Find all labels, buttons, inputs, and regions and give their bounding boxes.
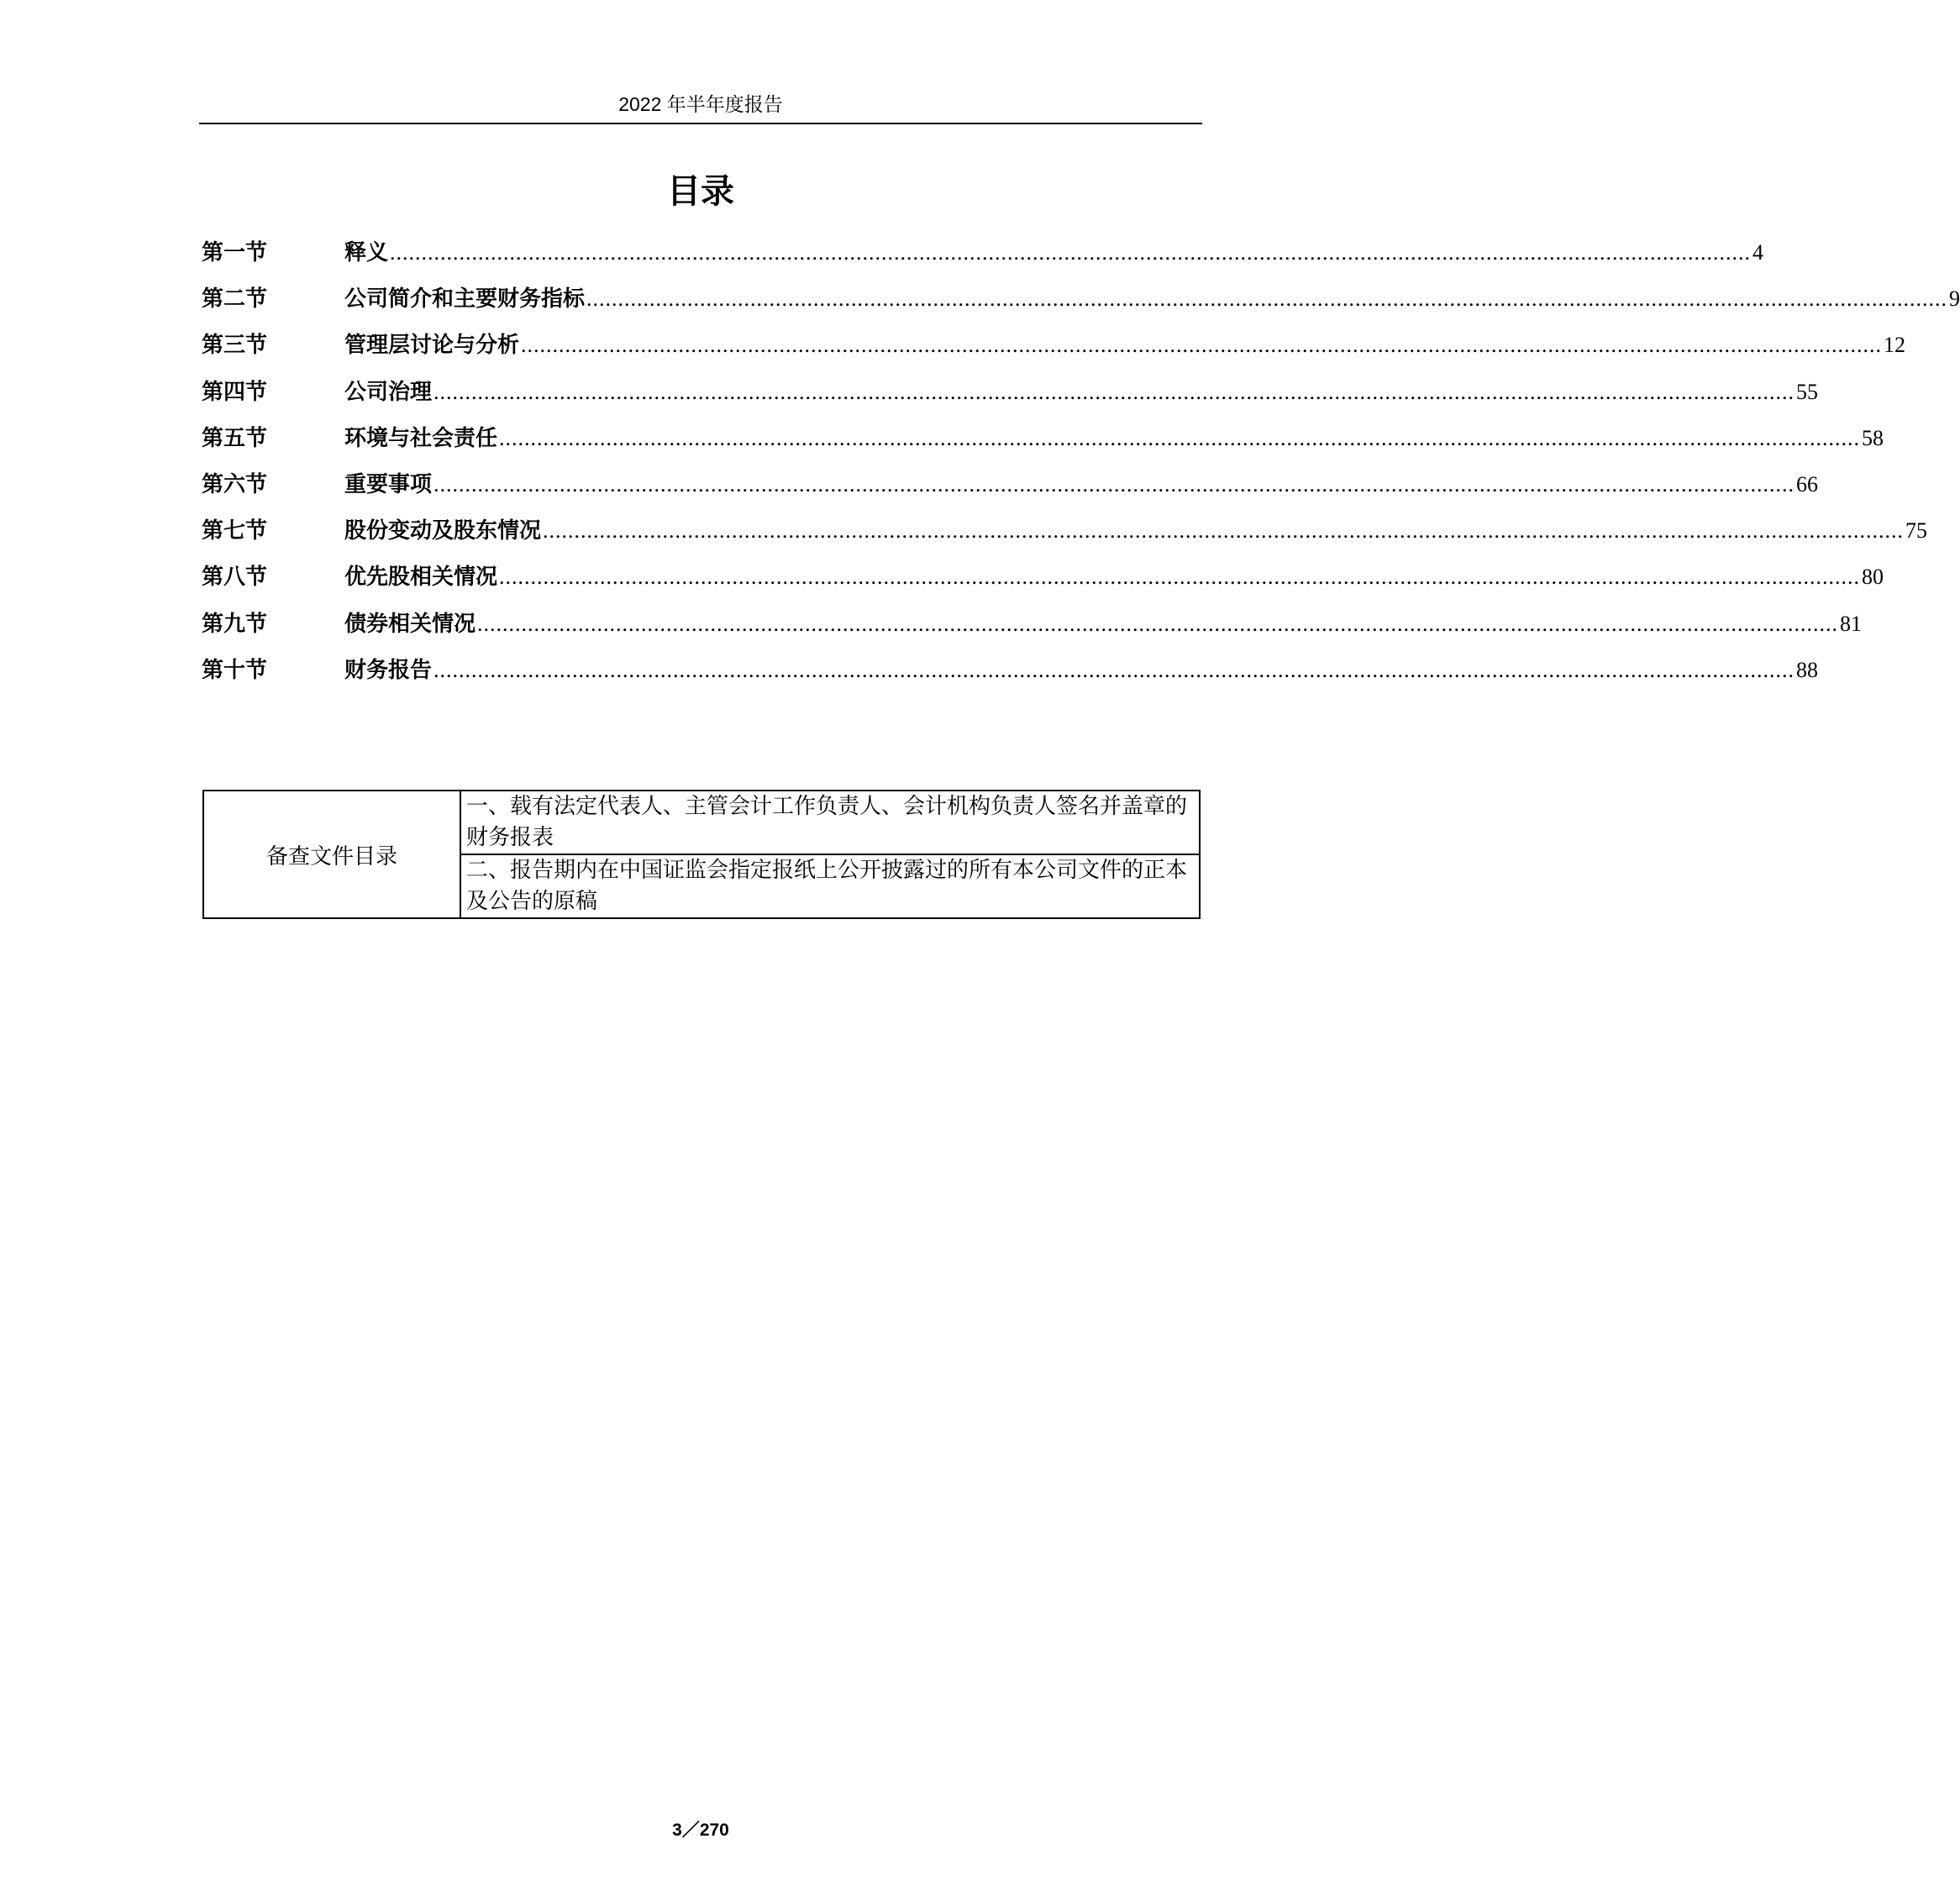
reference-document-item: 一、载有法定代表人、主管会计工作负责人、会计机构负责人签名并盖章的财务报表	[460, 791, 1200, 854]
toc-dot-leader: ........................................................................................................................................................................................................................	[543, 518, 1905, 544]
toc-page-number: 55	[1796, 379, 1819, 404]
reference-documents-label: 备查文件目录	[203, 791, 460, 918]
toc-page-number: 12	[1884, 333, 1906, 358]
reference-documents-table	[202, 790, 1201, 919]
page-title: 目录	[667, 172, 734, 211]
header-rule	[199, 123, 1202, 124]
toc-entry[interactable]	[202, 235, 1764, 281]
toc-section-title: 财务报告	[344, 657, 433, 683]
page-number: 3／270	[672, 1820, 729, 1840]
toc-section-title: 环境与社会责任	[344, 425, 498, 451]
page-header: 2022 年半年度报告	[618, 93, 783, 115]
toc-dot-leader: ........................................................................................................................................................................................................................	[434, 657, 1795, 682]
toc-page-number: 75	[1905, 518, 1928, 544]
toc-section-number: 第一节	[202, 240, 268, 265]
toc-dot-leader: ........................................................................................................................................................................................................................	[434, 379, 1795, 404]
toc-page-number: 9	[1949, 286, 1960, 312]
toc-section-number: 第九节	[202, 611, 268, 637]
toc-section-number: 第二节	[202, 286, 268, 313]
toc-dot-leader: ........................................................................................................................................................................................................................	[434, 471, 1795, 496]
toc-section-title: 公司简介和主要财务指标	[344, 286, 586, 313]
toc-page-number: 81	[1840, 611, 1863, 636]
toc-dot-leader: ........................................................................................................................................................................................................................	[586, 286, 1948, 312]
toc-entry[interactable]	[202, 467, 1819, 513]
toc-page-number: 66	[1796, 471, 1819, 496]
toc-section-number: 第十节	[202, 657, 268, 683]
toc-entry[interactable]	[202, 559, 1884, 606]
toc-entry[interactable]	[202, 421, 1884, 467]
toc-section-title: 释义	[344, 240, 389, 265]
toc-section-title: 债券相关情况	[344, 611, 476, 637]
toc-page-number: 4	[1752, 240, 1764, 265]
toc-section-number: 第四节	[202, 379, 268, 405]
toc-entry[interactable]	[202, 281, 1960, 328]
toc-section-title: 重要事项	[344, 471, 433, 497]
toc-dot-leader: ........................................................................................................................................................................................................................	[477, 611, 1839, 636]
toc-section-title: 管理层讨论与分析	[344, 333, 520, 359]
toc-section-title: 公司治理	[344, 379, 433, 405]
toc-dot-leader: ........................................................................................................................................................................................................................	[499, 565, 1861, 590]
table-row	[203, 791, 1200, 854]
toc-section-number: 第五节	[202, 425, 268, 451]
toc-dot-leader: ........................................................................................................................................................................................................................	[499, 425, 1861, 450]
toc-section-title: 股份变动及股东情况	[344, 518, 542, 544]
toc-section-number: 第八节	[202, 565, 268, 591]
toc-section-number: 第三节	[202, 333, 268, 359]
toc-section-number: 第六节	[202, 471, 268, 497]
toc-entry[interactable]	[202, 375, 1819, 421]
table-of-contents	[202, 235, 1960, 699]
toc-page-number: 58	[1862, 425, 1884, 450]
toc-dot-leader: ........................................................................................................................................................................................................................	[521, 333, 1883, 358]
toc-page-number: 88	[1796, 657, 1819, 682]
toc-entry[interactable]	[202, 328, 1906, 374]
toc-entry[interactable]	[202, 513, 1928, 559]
toc-dot-leader: ........................................................................................................................................................................................................................	[390, 240, 1752, 265]
toc-page-number: 80	[1862, 565, 1884, 590]
reference-document-item: 二、报告期内在中国证监会指定报纸上公开披露过的所有本公司文件的正本及公告的原稿	[460, 854, 1200, 918]
toc-section-title: 优先股相关情况	[344, 565, 498, 591]
toc-section-number: 第七节	[202, 518, 268, 544]
toc-entry[interactable]	[202, 607, 1863, 653]
toc-entry[interactable]	[202, 653, 1819, 699]
